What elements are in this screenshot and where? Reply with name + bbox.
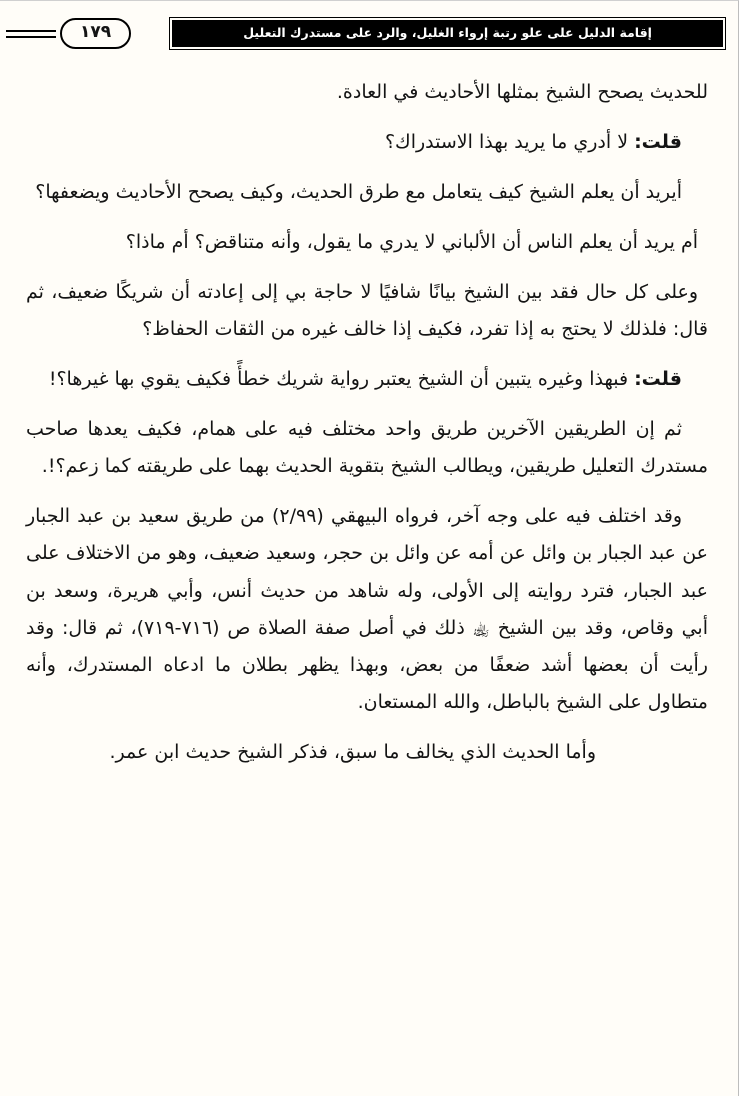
paragraph-text: ثم إن الطريقين الآخرين طريق واحد مختلف فيه على همام، فكيف يعدها صاحب مستدرك التعليل طريقين، ويطالب الشيخ بتقوية الحديث بهما على طريقته كما زعم؟!. — [26, 418, 708, 478]
page-title: إقامة الدليل على علو رتبة إرواء الغليل، والرد على مستدرك التعليل — [172, 20, 723, 47]
paragraph-lead: قلت: — [634, 368, 682, 391]
paragraph — [26, 74, 708, 111]
paragraph — [26, 174, 708, 211]
paragraph-text: وأما الحديث الذي يخالف ما سبق، فذكر الشيخ حديث ابن عمر. — [109, 740, 596, 763]
page-content — [0, 50, 738, 771]
paragraph-text: أم يريد أن يعلم الناس أن الألباني لا يدري ما يقول، وأنه متناقض؟ أم ماذا؟ — [125, 231, 698, 254]
paragraph — [26, 224, 708, 261]
header-title-frame — [169, 17, 726, 50]
paragraph — [26, 498, 708, 720]
paragraph-text: وعلى كل حال فقد بين الشيخ بيانًا شافيًا لا حاجة بي إلى إعادته أن شريكًا ضعيف، ثم قال: فلذلك لا يحتج به إذا تفرد، فكيف إذا خالف غيره من الثقات الحفاظ؟ — [26, 281, 708, 341]
paragraph-text: لا أدري ما يريد بهذا الاستدراك؟ — [384, 131, 635, 154]
paragraph — [26, 361, 708, 398]
paragraph-lead: قلت: — [634, 131, 682, 154]
paragraph-text: للحديث يصحح الشيخ بمثلها الأحاديث في العادة. — [336, 81, 708, 103]
header-rule-left — [6, 30, 56, 38]
page-number: ١٧٩ — [60, 18, 131, 48]
paragraph-text: فبهذا وغيره يتبين أن الشيخ يعتبر رواية شريك خطأً فكيف يقوي بها غيرها؟! — [48, 368, 635, 391]
paragraph-text: وقد اختلف فيه على وجه آخر، فرواه البيهقي (٢/٩٩) من طريق سعيد بن عبد الجبار عن عبد الجبار بن وائل عن أمه عن وائل بن حجر، وسعيد ضعيف، وهو من الاختلاف على عبد الجبار، فترد روايته إلى الأولى، وله شاهد من حديث أنس، وأبي هريرة، وسعد بن أبي وقاص، وقد بين الشيخ ﵀ ذلك في أصل صفة الصلاة ص (٧١٦-٧١٩)، ثم قال: وقد رأيت أن بعضها أشد ضعفًا من بعض، وبهذا يظهر بطلان ما ادعاه المستدرك، وأنه متطاول على الشيخ بالباطل، والله المستعان. — [26, 505, 708, 713]
paragraph — [26, 274, 708, 348]
paragraph — [26, 734, 708, 771]
paragraph-text: أيريد أن يعلم الشيخ كيف يتعامل مع طرق الحديث، وكيف يصحح الأحاديث ويضعفها؟ — [35, 181, 682, 204]
page-header — [0, 1, 738, 50]
paragraph — [26, 124, 708, 161]
paragraph — [26, 411, 708, 485]
